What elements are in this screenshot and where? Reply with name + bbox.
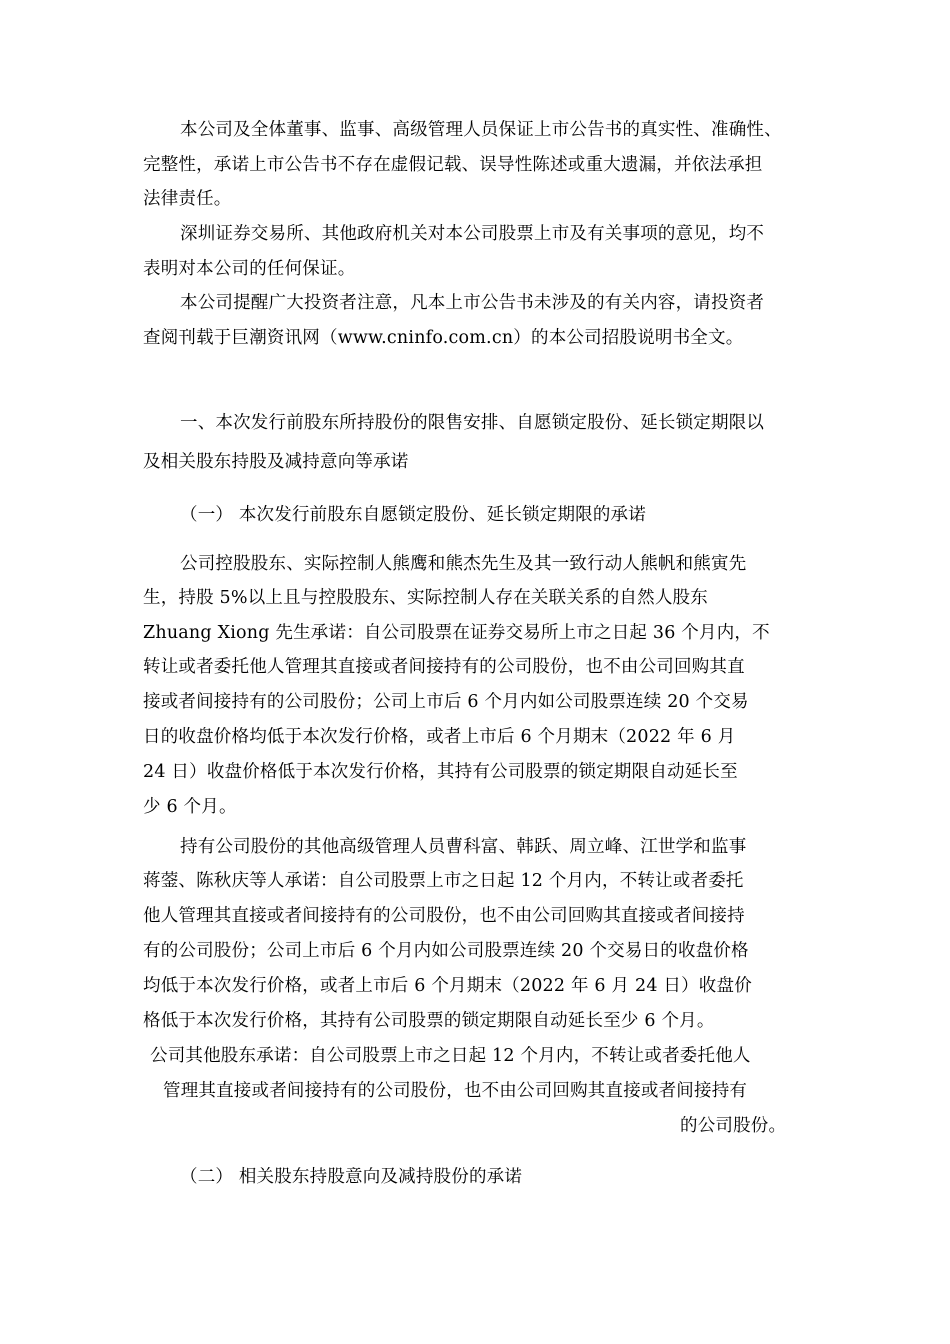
section-1-title-line-1: 一、本次发行前股东所持股份的限售安排、自愿锁定股份、延长锁定期限以 xyxy=(180,413,765,433)
intro-p1-line-3: 法律责任。 xyxy=(143,189,232,209)
sub1-p3-line-2: 管理其直接或者间接持有的公司股份，也不由公司回购其直接或者间接持有 xyxy=(163,1081,748,1101)
intro-p1-line-2: 完整性，承诺上市公告书不存在虚假记载、误导性陈述或重大遗漏，并依法承担 xyxy=(143,155,763,175)
sub1-p1-line-5: 接或者间接持有的公司股份；公司上市后 6 个月内如公司股票连续 20 个交易 xyxy=(143,692,749,712)
subsection-1-title: （一） 本次发行前股东自愿锁定股份、延长锁定期限的承诺 xyxy=(180,505,646,525)
sub1-p3-line-1: 公司其他股东承诺：自公司股票上市之日起 12 个月内，不转让或者委托他人 xyxy=(150,1046,751,1066)
sub1-p1-line-7: 24 日）收盘价格低于本次发行价格，其持有公司股票的锁定期限自动延长至 xyxy=(143,762,738,782)
sub1-p1-line-3: Zhuang Xiong 先生承诺：自公司股票在证券交易所上市之日起 36 个月内，不 xyxy=(143,623,770,643)
sub1-p1-line-4: 转让或者委托他人管理其直接或者间接持有的公司股份，也不由公司回购其直 xyxy=(143,657,745,677)
sub1-p2-line-6: 格低于本次发行价格，其持有公司股票的锁定期限自动延长至少 6 个月。 xyxy=(143,1011,715,1031)
sub1-p3-line-3: 的公司股份。 xyxy=(680,1116,787,1136)
sub1-p2-line-4: 有的公司股份；公司上市后 6 个月内如公司股票连续 20 个交易日的收盘价格 xyxy=(143,941,749,961)
subsection-2-title: （二） 相关股东持股意向及减持股份的承诺 xyxy=(180,1167,523,1187)
section-1-title-line-2: 及相关股东持股及减持意向等承诺 xyxy=(143,452,409,472)
sub1-p1-line-1: 公司控股股东、实际控制人熊鹰和熊杰先生及其一致行动人熊帆和熊寅先 xyxy=(180,554,747,574)
intro-p2-line-1: 深圳证券交易所、其他政府机关对本公司股票上市及有关事项的意见，均不 xyxy=(180,224,765,244)
sub1-p2-line-5: 均低于本次发行价格，或者上市后 6 个月期末（2022 年 6 月 24 日）收盘价 xyxy=(143,976,752,996)
sub1-p1-line-8: 少 6 个月。 xyxy=(143,797,237,817)
sub1-p2-line-1: 持有公司股份的其他高级管理人员曹科富、韩跃、周立峰、江世学和监事 xyxy=(180,837,747,857)
sub1-p2-line-3: 他人管理其直接或者间接持有的公司股份，也不由公司回购其直接或者间接持 xyxy=(143,906,745,926)
intro-p3-line-2: 查阅刊载于巨潮资讯网（www.cninfo.com.cn）的本公司招股说明书全文。 xyxy=(143,328,744,348)
sub1-p2-line-2: 蒋蓥、陈秋庆等人承诺：自公司股票上市之日起 12 个月内，不转让或者委托 xyxy=(143,871,744,891)
sub1-p1-line-2: 生，持股 5%以上且与控股股东、实际控制人存在关联关系的自然人股东 xyxy=(143,588,708,608)
intro-p3-line-1: 本公司提醒广大投资者注意，凡本上市公告书未涉及的有关内容，请投资者 xyxy=(180,293,765,313)
intro-p1-line-1: 本公司及全体董事、监事、高级管理人员保证上市公告书的真实性、准确性、 xyxy=(180,120,782,140)
intro-p2-line-2: 表明对本公司的任何保证。 xyxy=(143,259,356,279)
sub1-p1-line-6: 日的收盘价格均低于本次发行价格，或者上市后 6 个月期末（2022 年 6 月 xyxy=(143,727,736,747)
